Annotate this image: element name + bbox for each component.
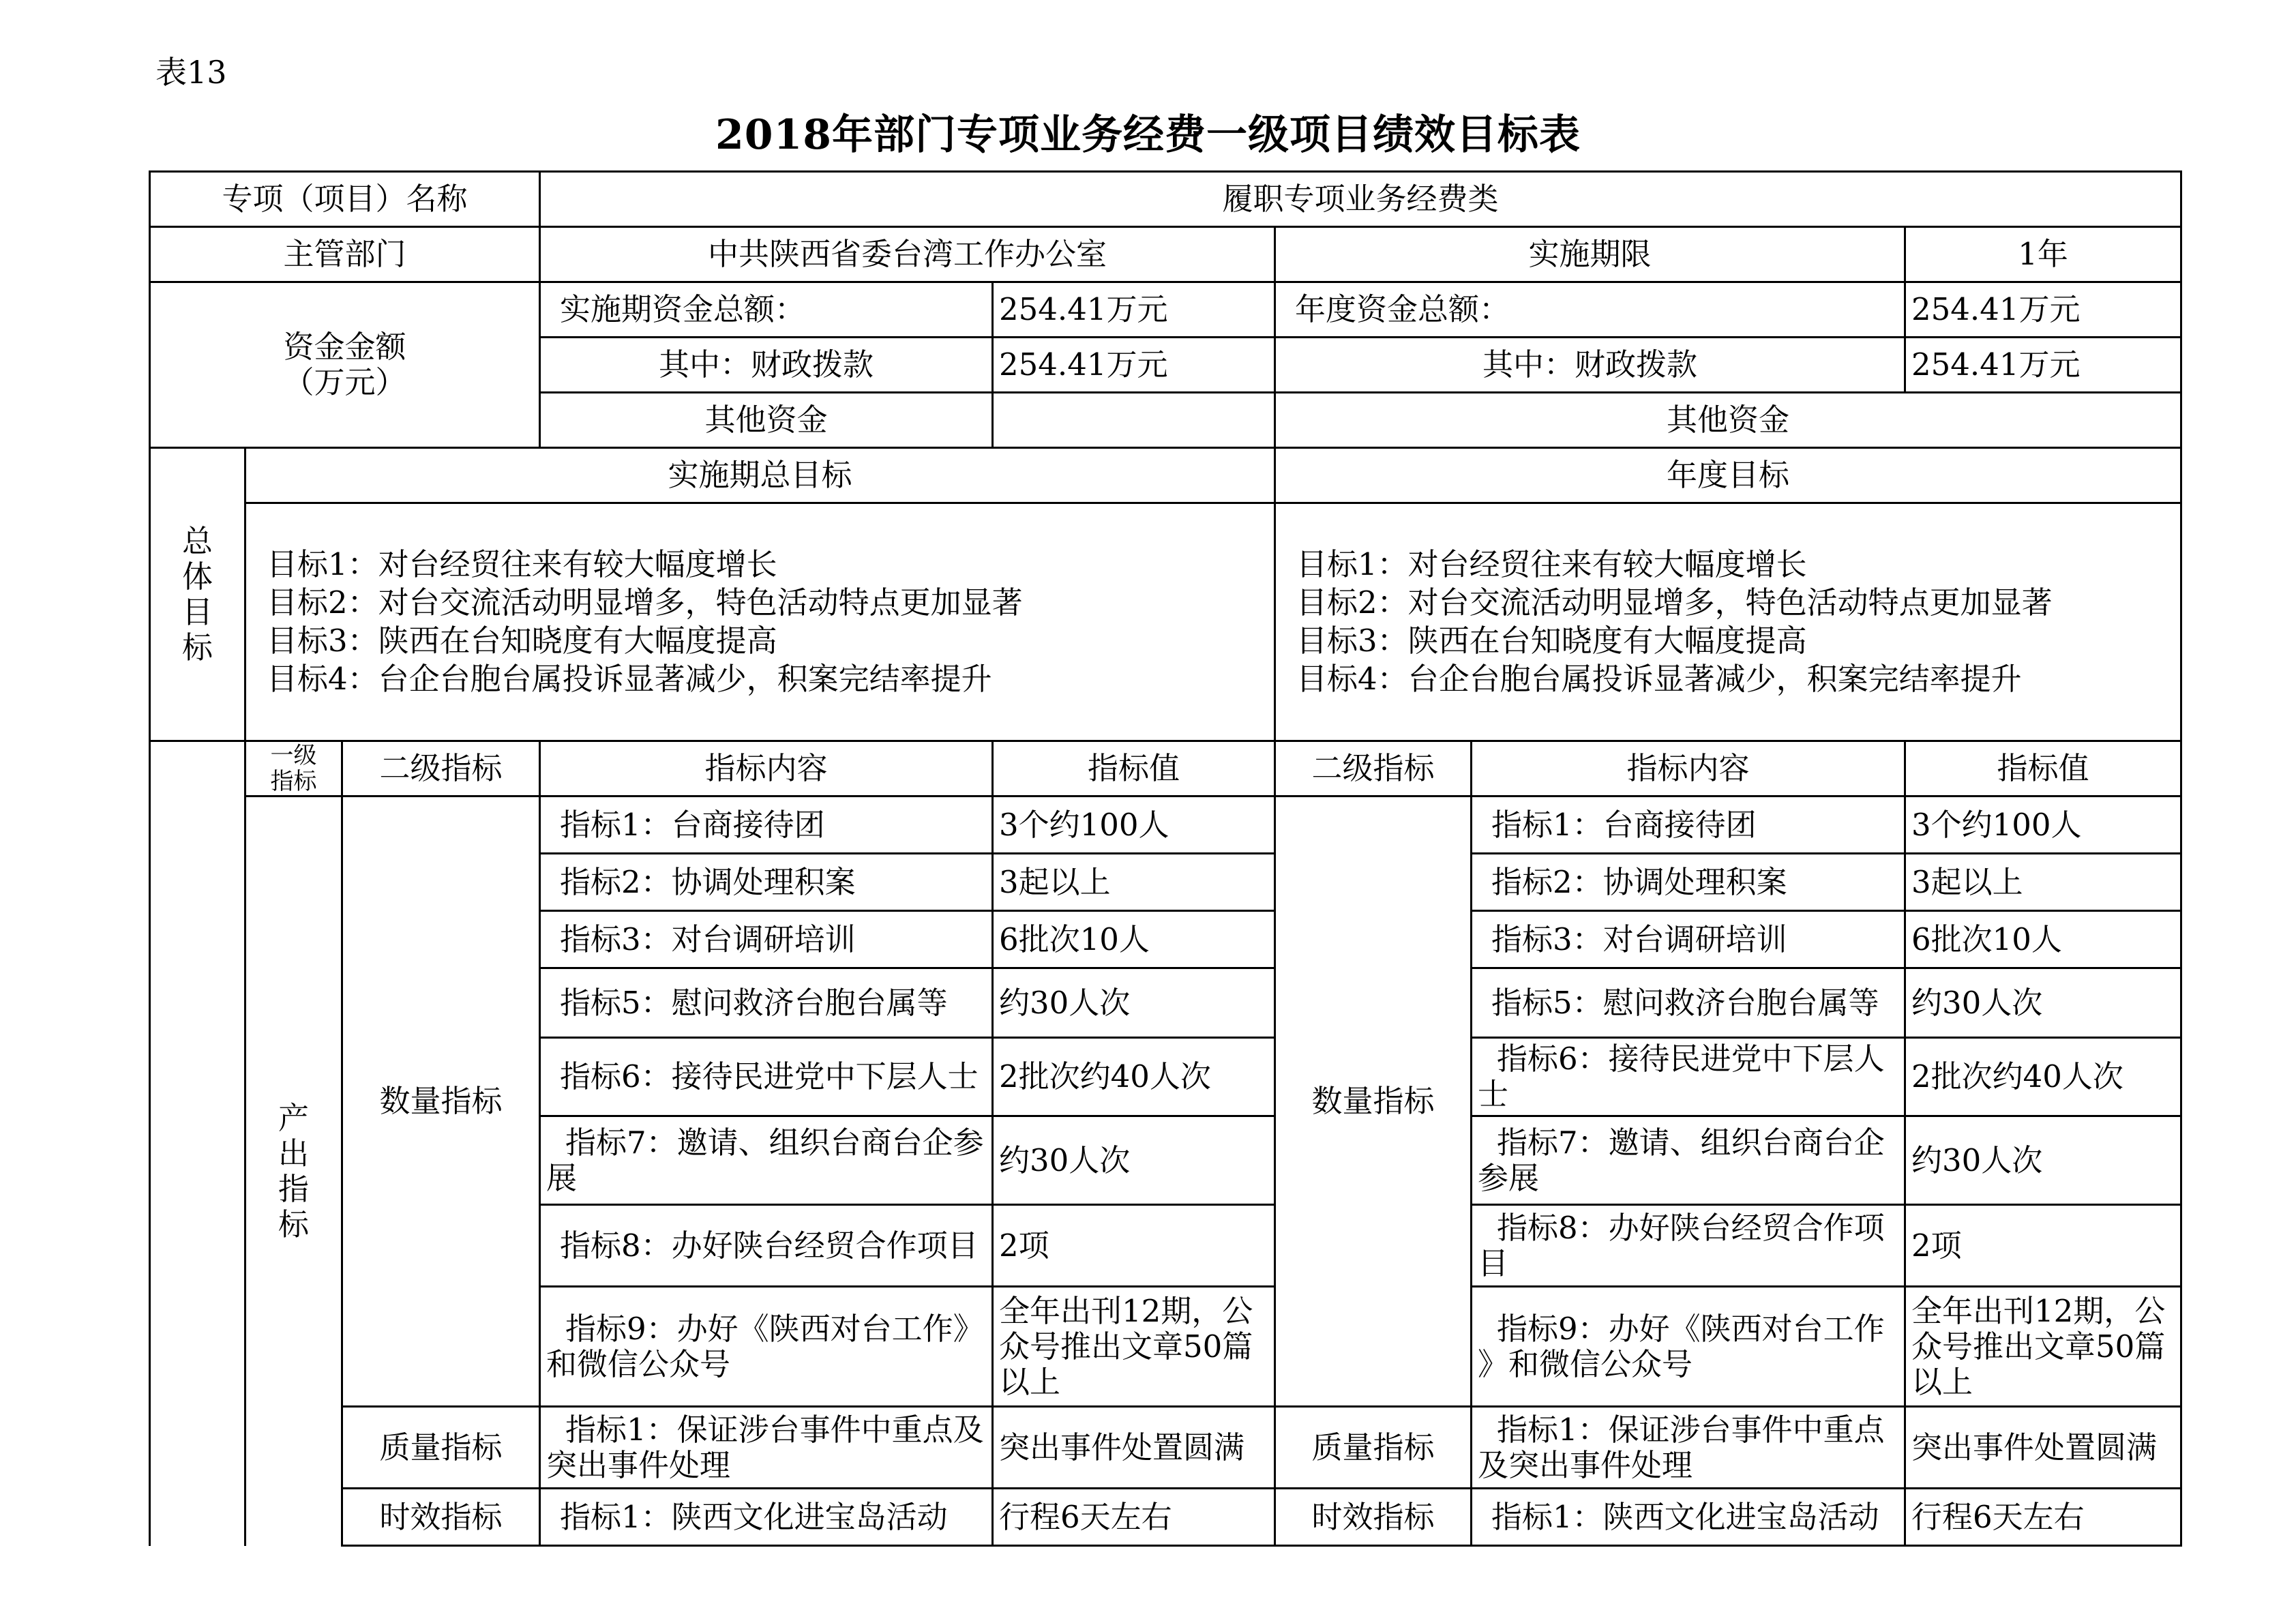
funds-label-line2: （万元） [283, 364, 406, 400]
value-header: 指标值 [993, 741, 1275, 796]
row-goals-header [150, 448, 2181, 503]
indicator-value: 全年出刊12期，公 众号推出文章50篇 以上 [993, 1287, 1275, 1407]
indicator-content: 指标1：陕西文化进宝岛活动 [540, 1489, 993, 1546]
annual-other-label: 其他资金 [1275, 393, 2181, 448]
goal-item: 目标3：陕西在台知晓度有大幅度提高 [267, 623, 777, 659]
indicator-content: 指标1：保证涉台事件中重点 及突出事件处理 [1472, 1407, 1905, 1489]
content-header: 指标内容 [540, 741, 993, 796]
quantity-label: 数量指标 [342, 796, 540, 1407]
level2-header: 二级指标 [342, 741, 540, 796]
quantity-label-annual: 数量指标 [1275, 796, 1472, 1407]
indicator-content: 指标9：办好《陕西对台工作 》和微信公众号 [1472, 1287, 1905, 1407]
indicator-content: 指标2：协调处理积案 [540, 854, 993, 911]
goal-item: 目标1：对台经贸往来有较大幅度增长 [1296, 546, 1807, 582]
indicator-value: 3起以上 [993, 854, 1275, 911]
goal-item: 目标1：对台经贸往来有较大幅度增长 [267, 546, 777, 582]
timeliness-label-annual: 时效指标 [1275, 1489, 1472, 1546]
table-row [150, 1489, 2181, 1546]
period-goals-list [245, 503, 1275, 741]
performance-indicators-side [150, 741, 245, 1546]
page-title: 2018年部门专项业务经费一级项目绩效目标表 [715, 111, 1581, 159]
goal-item: 目标4：台企台胞台属投诉显著减少，积案完结率提升 [267, 661, 992, 697]
other-value [993, 393, 1275, 448]
total-value: 254.41万元 [993, 282, 1275, 338]
timeliness-label: 时效指标 [342, 1489, 540, 1546]
value-header-annual: 指标值 [1905, 741, 2181, 796]
indicator-value: 行程6天左右 [1905, 1489, 2181, 1546]
project-name-label: 专项（项目）名称 [150, 172, 540, 227]
dept-label: 主管部门 [150, 227, 540, 282]
indicator-value: 3个约100人 [1905, 796, 2181, 854]
indicator-content: 指标1：台商接待团 [540, 796, 993, 854]
fiscal-label: 其中：财政拨款 [540, 338, 993, 393]
goal-item: 目标2：对台交流活动明显增多，特色活动特点更加显著 [1296, 584, 2053, 621]
other-label: 其他资金 [540, 393, 993, 448]
indicator-value: 2批次约40人次 [993, 1038, 1275, 1116]
annual-goals-header: 年度目标 [1275, 448, 2181, 503]
indicator-value: 3起以上 [1905, 854, 2181, 911]
table-number: 表13 [155, 54, 227, 91]
indicator-content: 指标2：协调处理积案 [1472, 854, 1905, 911]
annual-total-value: 254.41万元 [1905, 282, 2181, 338]
annual-goals-list [1275, 503, 2181, 741]
output-indicator-label: 产 出 指 标 [245, 796, 342, 1546]
indicator-content: 指标1：保证涉台事件中重点及 突出事件处理 [540, 1407, 993, 1489]
quality-label: 质量指标 [342, 1407, 540, 1489]
indicator-value: 6批次10人 [1905, 911, 2181, 968]
indicator-content: 指标1：台商接待团 [1472, 796, 1905, 854]
overall-goals-label: 总 体 目 标 [150, 448, 245, 741]
row-indicator-header [150, 741, 2181, 796]
row-funds-total [150, 282, 2181, 338]
indicator-value: 约30人次 [993, 1116, 1275, 1205]
indicator-value: 6批次10人 [993, 911, 1275, 968]
indicator-content: 指标7：邀请、组织台商台企参 展 [540, 1116, 993, 1205]
goal-item: 目标4：台企台胞台属投诉显著减少，积案完结率提升 [1296, 661, 2022, 697]
row-department [150, 227, 2181, 282]
annual-fiscal-label: 其中：财政拨款 [1275, 338, 1905, 393]
indicator-value: 约30人次 [1905, 1116, 2181, 1205]
indicator-value: 2项 [1905, 1205, 2181, 1287]
performance-table [149, 170, 2182, 1547]
indicator-content: 指标7：邀请、组织台商台企 参展 [1472, 1116, 1905, 1205]
performance-table-wrapper [149, 170, 2180, 1553]
level1-header: 一级 指标 [245, 741, 342, 796]
table-row [150, 796, 2181, 854]
funds-label [150, 282, 540, 448]
dept-value: 中共陕西省委台湾工作办公室 [540, 227, 1275, 282]
annual-fiscal-value: 254.41万元 [1905, 338, 2181, 393]
table-row [150, 1407, 2181, 1489]
goal-item: 目标2：对台交流活动明显增多，特色活动特点更加显著 [267, 584, 1023, 621]
goal-item: 目标3：陕西在台知晓度有大幅度提高 [1296, 623, 1807, 659]
indicator-content: 指标8：办好陕台经贸合作项 目 [1472, 1205, 1905, 1287]
total-label: 实施期资金总额： [540, 282, 993, 338]
indicator-content: 指标3：对台调研培训 [540, 911, 993, 968]
content-header-annual: 指标内容 [1472, 741, 1905, 796]
indicator-value: 突出事件处置圆满 [1905, 1407, 2181, 1489]
indicator-content: 指标3：对台调研培训 [1472, 911, 1905, 968]
indicator-content: 指标5：慰问救济台胞台属等 [540, 968, 993, 1038]
indicator-content: 指标5：慰问救济台胞台属等 [1472, 968, 1905, 1038]
indicator-content: 指标9：办好《陕西对台工作》 和微信公众号 [540, 1287, 993, 1407]
fiscal-value: 254.41万元 [993, 338, 1275, 393]
indicator-content: 指标6：接待民进党中下层人士 [540, 1038, 993, 1116]
quality-label-annual: 质量指标 [1275, 1407, 1472, 1489]
period-goals-header: 实施期总目标 [245, 448, 1275, 503]
project-name-value: 履职专项业务经费类 [540, 172, 2181, 227]
row-project-name [150, 172, 2181, 227]
indicator-value: 约30人次 [1905, 968, 2181, 1038]
indicator-value: 约30人次 [993, 968, 1275, 1038]
row-goals-content [150, 503, 2181, 741]
indicator-value: 3个约100人 [993, 796, 1275, 854]
indicator-content: 指标1：陕西文化进宝岛活动 [1472, 1489, 1905, 1546]
indicator-value: 2项 [993, 1205, 1275, 1287]
funds-label-line1: 资金金额 [283, 329, 406, 365]
indicator-content: 指标6：接待民进党中下层人 士 [1472, 1038, 1905, 1116]
indicator-value: 突出事件处置圆满 [993, 1407, 1275, 1489]
indicator-value: 2批次约40人次 [1905, 1038, 2181, 1116]
annual-total-label: 年度资金总额： [1275, 282, 1905, 338]
level2-header-annual: 二级指标 [1275, 741, 1472, 796]
period-value: 1年 [1905, 227, 2181, 282]
indicator-value: 行程6天左右 [993, 1489, 1275, 1546]
period-label: 实施期限 [1275, 227, 1905, 282]
indicator-content: 指标8：办好陕台经贸合作项目 [540, 1205, 993, 1287]
indicator-value: 全年出刊12期，公 众号推出文章50篇 以上 [1905, 1287, 2181, 1407]
